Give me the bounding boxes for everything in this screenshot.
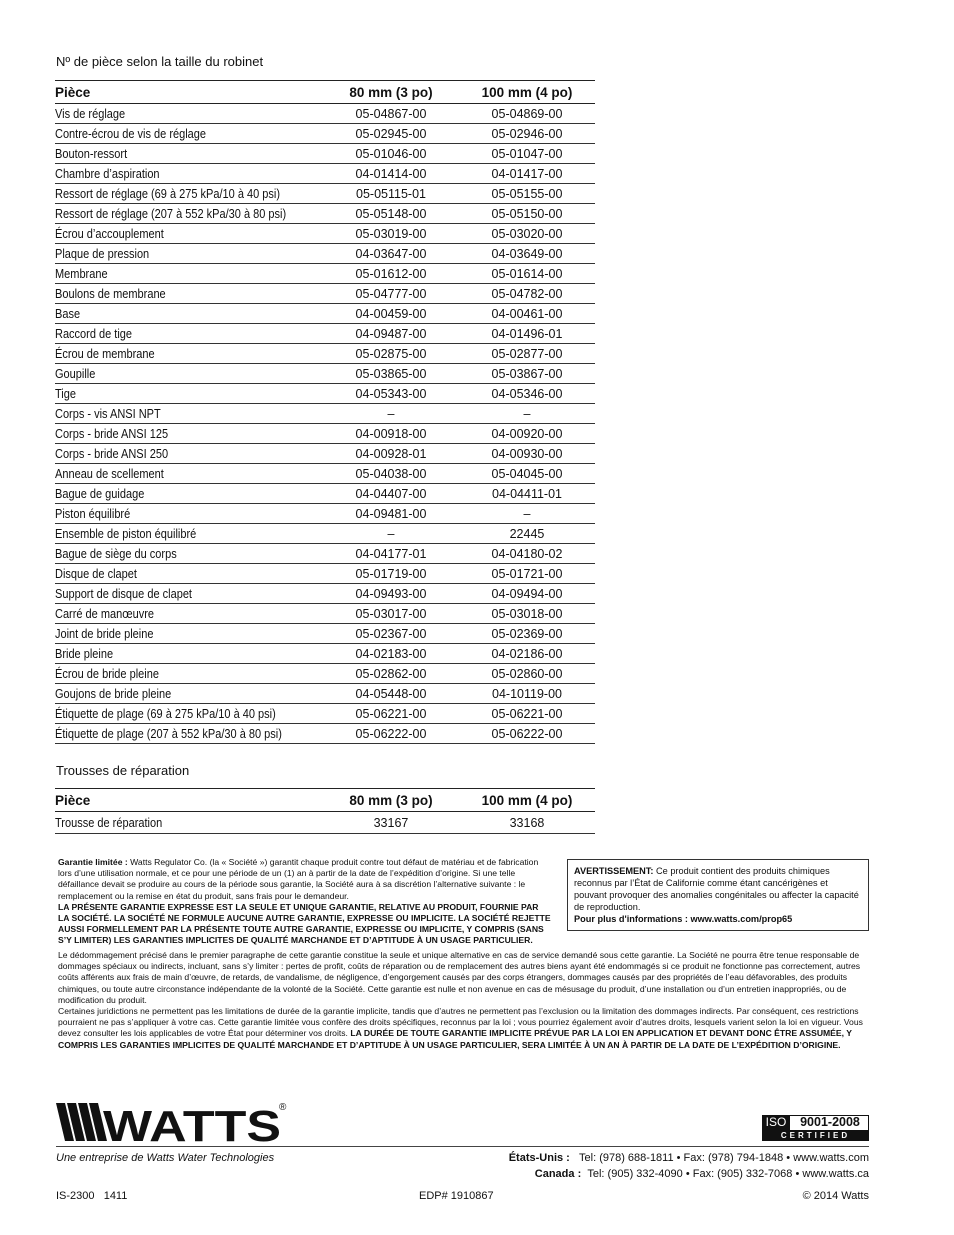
contact-us — [509, 1152, 869, 1164]
table-row — [55, 424, 595, 444]
part-name-cell: Support de disque de clapet — [55, 586, 192, 601]
part-number-80mm-cell: – — [323, 524, 459, 544]
table-row — [55, 812, 595, 834]
table-row — [55, 164, 595, 184]
part-number-80mm-cell: 04-09487-00 — [323, 324, 459, 344]
part-name-cell: Corps - bride ANSI 125 — [55, 426, 169, 441]
table-header-row — [55, 81, 595, 104]
table-row — [55, 144, 595, 164]
part-name-cell: Carré de manœuvre — [55, 606, 155, 621]
part-name-cell: Bride pleine — [55, 646, 114, 661]
table-row — [55, 564, 595, 584]
part-number-80mm-cell: 05-06222-00 — [323, 724, 459, 744]
warning-link-line: Pour plus d'informations : www.watts.com/prop65 — [574, 914, 793, 924]
table-row — [55, 204, 595, 224]
table-row — [55, 624, 595, 644]
table-row — [55, 304, 595, 324]
part-number-100mm-cell: 05-02877-00 — [459, 344, 595, 364]
part-number-80mm-cell: 05-02367-00 — [323, 624, 459, 644]
warranty-full-text — [58, 950, 869, 1051]
part-name-cell: Boulons de membrane — [55, 286, 166, 301]
part-number-100mm-cell: 04-05346-00 — [459, 384, 595, 404]
table-row — [55, 704, 595, 724]
table-row — [55, 104, 595, 124]
part-number-80mm-cell: 05-02875-00 — [323, 344, 459, 364]
part-number-80mm-cell: 05-02862-00 — [323, 664, 459, 684]
part-number-80mm-cell: 04-00459-00 — [323, 304, 459, 324]
repair-header-row — [55, 789, 595, 812]
part-number-80mm-cell: 05-02945-00 — [323, 124, 459, 144]
canada-label: Canada : — [534, 1168, 582, 1180]
logo-wordmark: WATTS — [103, 1102, 281, 1145]
part-number-100mm-cell: 04-10119-00 — [459, 684, 595, 704]
part-number-100mm-cell: 04-01417-00 — [459, 164, 595, 184]
part-name-cell: Goupille — [55, 366, 96, 381]
part-number-100mm-cell: – — [459, 404, 595, 424]
part-number-100mm-cell: 04-04180-02 — [459, 544, 595, 564]
part-number-80mm-cell: 04-09493-00 — [323, 584, 459, 604]
part-name-cell: Étiquette de plage (69 à 275 kPa/10 à 40 psi) — [55, 706, 276, 721]
part-number-100mm-cell: 05-04782-00 — [459, 284, 595, 304]
table-row — [55, 124, 595, 144]
footer-rule — [56, 1146, 869, 1147]
part-name-cell: Ressort de réglage (207 à 552 kPa/30 à 80 psi) — [55, 206, 287, 221]
repair-column-header-80mm: 80 mm (3 po) — [323, 789, 459, 812]
brand-tagline: Une entreprise de Watts Water Technologies — [56, 1152, 275, 1164]
us-label: États-Unis : — [508, 1152, 570, 1164]
part-name-cell: Ensemble de piston équilibré — [55, 526, 197, 541]
part-name-cell: Écrou de membrane — [55, 346, 155, 361]
table-row — [55, 404, 595, 424]
contact-canada — [535, 1168, 869, 1180]
part-number-100mm-cell: 05-03020-00 — [459, 224, 595, 244]
table-row — [55, 324, 595, 344]
part-number-100mm-cell: 05-05155-00 — [459, 184, 595, 204]
part-number-80mm-cell: 04-02183-00 — [323, 644, 459, 664]
table-row — [55, 684, 595, 704]
table-row — [55, 364, 595, 384]
table-row — [55, 284, 595, 304]
part-name-cell: Plaque de pression — [55, 246, 150, 261]
parts-section-title: Nº de pièce selon la taille du robinet — [56, 54, 264, 69]
canada-contact-text: Tel: (905) 332-4090 • Fax: (905) 332-7068 • www.watts.ca — [587, 1168, 869, 1180]
column-header-100mm: 100 mm (4 po) — [459, 81, 595, 104]
part-name-cell: Bouton-ressort — [55, 146, 128, 161]
part-name-cell: Joint de bride pleine — [55, 626, 154, 641]
part-number-80mm-cell: 05-05115-01 — [323, 184, 459, 204]
table-row — [55, 604, 595, 624]
warranty-paragraph-4: Certaines juridictions ne permettent pas les limitations de durée de la garantie implicite, tandis que d’autres ne permettent pas l’exclusion ou la limitation des dommages indirects. Par conséquent, ces restrictions pourraient ne pas s’appliquer à votre cas. Cette garantie limitée vous confère des droits spécifiques, reconnus par la loi ; vous pourriez également avoir d’autres droits, lesquels varient selon la loi en vigueur. Vous devez consulter les lois applicables de votre État pour déterminer vos droits. — [58, 1006, 863, 1039]
part-number-100mm-cell: 04-09494-00 — [459, 584, 595, 604]
part-number-100mm-cell: 04-01496-01 — [459, 324, 595, 344]
part-name-cell: Anneau de scellement — [55, 466, 164, 481]
warning-text: Ce produit contient des produits chimiques reconnus par l’État de Californie comme étant cancérigènes et pouvant provoquer des anomalies congénitales ou affecter la capacité de reproduction. — [574, 866, 859, 912]
part-number-80mm-cell: 05-01612-00 — [323, 264, 459, 284]
part-number-100mm-cell: 04-00920-00 — [459, 424, 595, 444]
part-number-80mm-cell: 05-05148-00 — [323, 204, 459, 224]
repair-section-title: Trousses de réparation — [56, 763, 190, 778]
part-number-100mm-cell: 05-01721-00 — [459, 564, 595, 584]
part-name-cell: Écrou d’accouplement — [55, 226, 164, 241]
table-row — [55, 244, 595, 264]
part-number-80mm-cell: 04-00918-00 — [323, 424, 459, 444]
repair-column-header-100mm: 100 mm (4 po) — [459, 789, 595, 812]
part-name-cell: Ressort de réglage (69 à 275 kPa/10 à 40 psi) — [55, 186, 281, 201]
part-name-cell: Bague de siège du corps — [55, 546, 177, 561]
repair-table-body — [55, 812, 595, 834]
part-name-cell: Raccord de tige — [55, 326, 133, 341]
part-number-100mm-cell: 05-04045-00 — [459, 464, 595, 484]
part-number-100mm-cell: 05-05150-00 — [459, 204, 595, 224]
iso-certification-badge — [762, 1115, 869, 1141]
prop65-warning-box — [567, 859, 869, 931]
iso-certified: CERTIFIED — [762, 1130, 869, 1141]
part-number-80mm-cell: 05-06221-00 — [323, 704, 459, 724]
table-row — [55, 184, 595, 204]
table-row — [55, 264, 595, 284]
repair-column-header-part: Pièce — [55, 789, 323, 812]
part-name-cell: Tige — [55, 386, 76, 401]
table-row — [55, 224, 595, 244]
table-row — [55, 544, 595, 564]
table-row — [55, 344, 595, 364]
part-name-cell: Corps - bride ANSI 250 — [55, 446, 169, 461]
part-number-80mm-cell: – — [323, 404, 459, 424]
part-number-80mm-cell: 05-04777-00 — [323, 284, 459, 304]
part-number-80mm-cell: 05-03865-00 — [323, 364, 459, 384]
warning-label: AVERTISSEMENT: — [574, 866, 654, 876]
part-name-cell: Vis de réglage — [55, 106, 126, 121]
part-number-80mm-cell: 04-05343-00 — [323, 384, 459, 404]
part-number-100mm-cell: 05-04869-00 — [459, 104, 595, 124]
document-id: IS-2300 1411 — [56, 1190, 128, 1202]
registered-mark: ® — [279, 1102, 287, 1113]
part-number-80mm-cell: 05-01046-00 — [323, 144, 459, 164]
table-row — [55, 504, 595, 524]
part-number-80mm-cell: 05-04867-00 — [323, 104, 459, 124]
table-cell: Trousse de réparation — [55, 815, 163, 830]
iso-number: 9001-2008 — [800, 1115, 860, 1129]
warranty-paragraph-1: Watts Regulator Co. (la « Société ») garantit chaque produit contre tout défaut de matériau et de fabrication lors d’une utilisation normale, et ce pour une période de un (1) an à partir de la date de l’expédition d’origine. Si une telle défaillance devait se produire au cours de la période sous garantie, la Société aura à sa discrétion l’alternative suivante : le remplacement ou la remise en état du produit, sans frais pour le demandeur. — [58, 857, 539, 901]
table-row — [55, 584, 595, 604]
column-header-80mm: 80 mm (3 po) — [323, 81, 459, 104]
part-number-100mm-cell: 05-02946-00 — [459, 124, 595, 144]
part-number-100mm-cell: 05-06221-00 — [459, 704, 595, 724]
part-number-100mm-cell: 04-02186-00 — [459, 644, 595, 664]
warranty-paragraph-2: LA PRÉSENTE GARANTIE EXPRESSE EST LA SEULE ET UNIQUE GARANTIE, RELATIVE AU PRODUIT, FOURNIE PAR LA SOCIÉTÉ. LA SOCIÉTÉ NE FORMULE AUCUNE AUTRE GARANTIE, EXPRESSE OU IMPLICITE. LA SOCIÉTÉ REJETTE AUSSI FORMELLEMENT PAR LA PRÉSENTE TOUTE AUTRE GARANTIE, EXPRESSE OU IMPLICITE, Y COMPRIS (SANS S’Y LIMITER) LES GARANTIES IMPLICITES DE QUALITÉ MARCHANDE ET D’APTITUDE À UN USAGE PARTICULIER. — [58, 901, 551, 946]
watts-logo — [56, 1101, 296, 1150]
part-name-cell: Bague de guidage — [55, 486, 145, 501]
table-row — [55, 664, 595, 684]
warranty-label: Garantie limitée : — [58, 857, 128, 867]
part-name-cell: Étiquette de plage (207 à 552 kPa/30 à 80 psi) — [55, 726, 282, 741]
table-row — [55, 444, 595, 464]
iso-label: ISO — [762, 1115, 790, 1130]
part-number-80mm-cell: 04-03647-00 — [323, 244, 459, 264]
us-contact-text: Tel: (978) 688-1811 • Fax: (978) 794-1848 • www.watts.com — [579, 1152, 869, 1164]
part-number-80mm-cell: 05-03019-00 — [323, 224, 459, 244]
part-number-100mm-cell: 05-02369-00 — [459, 624, 595, 644]
part-number-100mm-cell: 04-00461-00 — [459, 304, 595, 324]
part-name-cell: Disque de clapet — [55, 566, 137, 581]
repair-table — [55, 789, 595, 834]
part-number-80mm-cell: 04-00928-01 — [323, 444, 459, 464]
warranty-paragraph-3: Le dédommagement précisé dans le premier paragraphe de cette garantie constitue la seule et unique alternative en cas de service demandé sous cette garantie. La Société ne pourra être tenue responsable de dommages spéciaux ou indirects, incluant, sans s’y limiter : pertes de profit, coûts de réparation ou de remplacement des autres biens ayant été endommagés si ce produit ne fonctionne pas correctement, autres coûts afférents aux frais de main d’œuvre, de retards, de vandalisme, de négligence, d’engorgement causés par des corps étrangers, dommages causés par des propriétés de l’eau défavorables, des produits chimiques, ou toute autre circonstance indépendante de la volonté de la Société. Cette garantie est nulle et non avenue en cas de mésusage du produit, d’une installation ou d’un entretien inappropriés, ou de modification du produit. — [58, 950, 861, 1005]
table-row — [55, 524, 595, 544]
part-number-100mm-cell: 05-01047-00 — [459, 144, 595, 164]
parts-table — [55, 81, 595, 744]
part-number-80mm-cell: 05-04038-00 — [323, 464, 459, 484]
part-number-80mm-cell: 05-01719-00 — [323, 564, 459, 584]
part-name-cell: Corps - vis ANSI NPT — [55, 406, 161, 421]
part-name-cell: Membrane — [55, 266, 108, 281]
table-row — [55, 464, 595, 484]
table-cell: 33168 — [459, 812, 595, 834]
part-number-100mm-cell: 22445 — [459, 524, 595, 544]
part-number-80mm-cell: 04-05448-00 — [323, 684, 459, 704]
part-number-100mm-cell: 05-03867-00 — [459, 364, 595, 384]
part-number-100mm-cell: 04-03649-00 — [459, 244, 595, 264]
copyright: © 2014 Watts — [802, 1190, 869, 1202]
part-name-cell: Goujons de bride pleine — [55, 686, 172, 701]
part-number-80mm-cell: 04-01414-00 — [323, 164, 459, 184]
table-row — [55, 484, 595, 504]
part-number-80mm-cell: 04-09481-00 — [323, 504, 459, 524]
part-number-80mm-cell: 05-03017-00 — [323, 604, 459, 624]
table-row — [55, 724, 595, 744]
part-number-100mm-cell: 04-04411-01 — [459, 484, 595, 504]
part-number-80mm-cell: 04-04177-01 — [323, 544, 459, 564]
part-number-100mm-cell: 05-06222-00 — [459, 724, 595, 744]
part-name-cell: Base — [55, 306, 81, 321]
part-number-100mm-cell: 05-03018-00 — [459, 604, 595, 624]
warranty-paragraph-4-bold: LA DURÉE DE TOUTE GARANTIE IMPLICITE PRÉVUE PAR LA LOI EN APPLICATION ET DEVANT DONC ÊTRE ASSUMÉE, Y COMPRIS LES GARANTIES IMPLICITES DE QUALITÉ MARCHANDE ET D’APTITUDE À UN USAGE PARTICULIER, SERA LIMITÉE À UN AN À PARTIR DE LA DATE DE L’EXPÉDITION D’ORIGINE. — [58, 1028, 852, 1050]
part-name-cell: Piston équilibré — [55, 506, 131, 521]
part-number-100mm-cell: 05-02860-00 — [459, 664, 595, 684]
parts-table-body — [55, 104, 595, 744]
part-name-cell: Chambre d’aspiration — [55, 166, 160, 181]
edp-number: EDP# 1910867 — [419, 1190, 494, 1202]
part-number-100mm-cell: 05-01614-00 — [459, 264, 595, 284]
part-name-cell: Contre-écrou de vis de réglage — [55, 126, 207, 141]
table-row — [55, 384, 595, 404]
table-row — [55, 644, 595, 664]
column-header-part: Pièce — [55, 81, 323, 104]
part-number-100mm-cell: – — [459, 504, 595, 524]
part-name-cell: Écrou de bride pleine — [55, 666, 159, 681]
part-number-80mm-cell: 04-04407-00 — [323, 484, 459, 504]
part-number-100mm-cell: 04-00930-00 — [459, 444, 595, 464]
table-cell: 33167 — [323, 812, 459, 834]
warranty-intro — [58, 857, 551, 947]
